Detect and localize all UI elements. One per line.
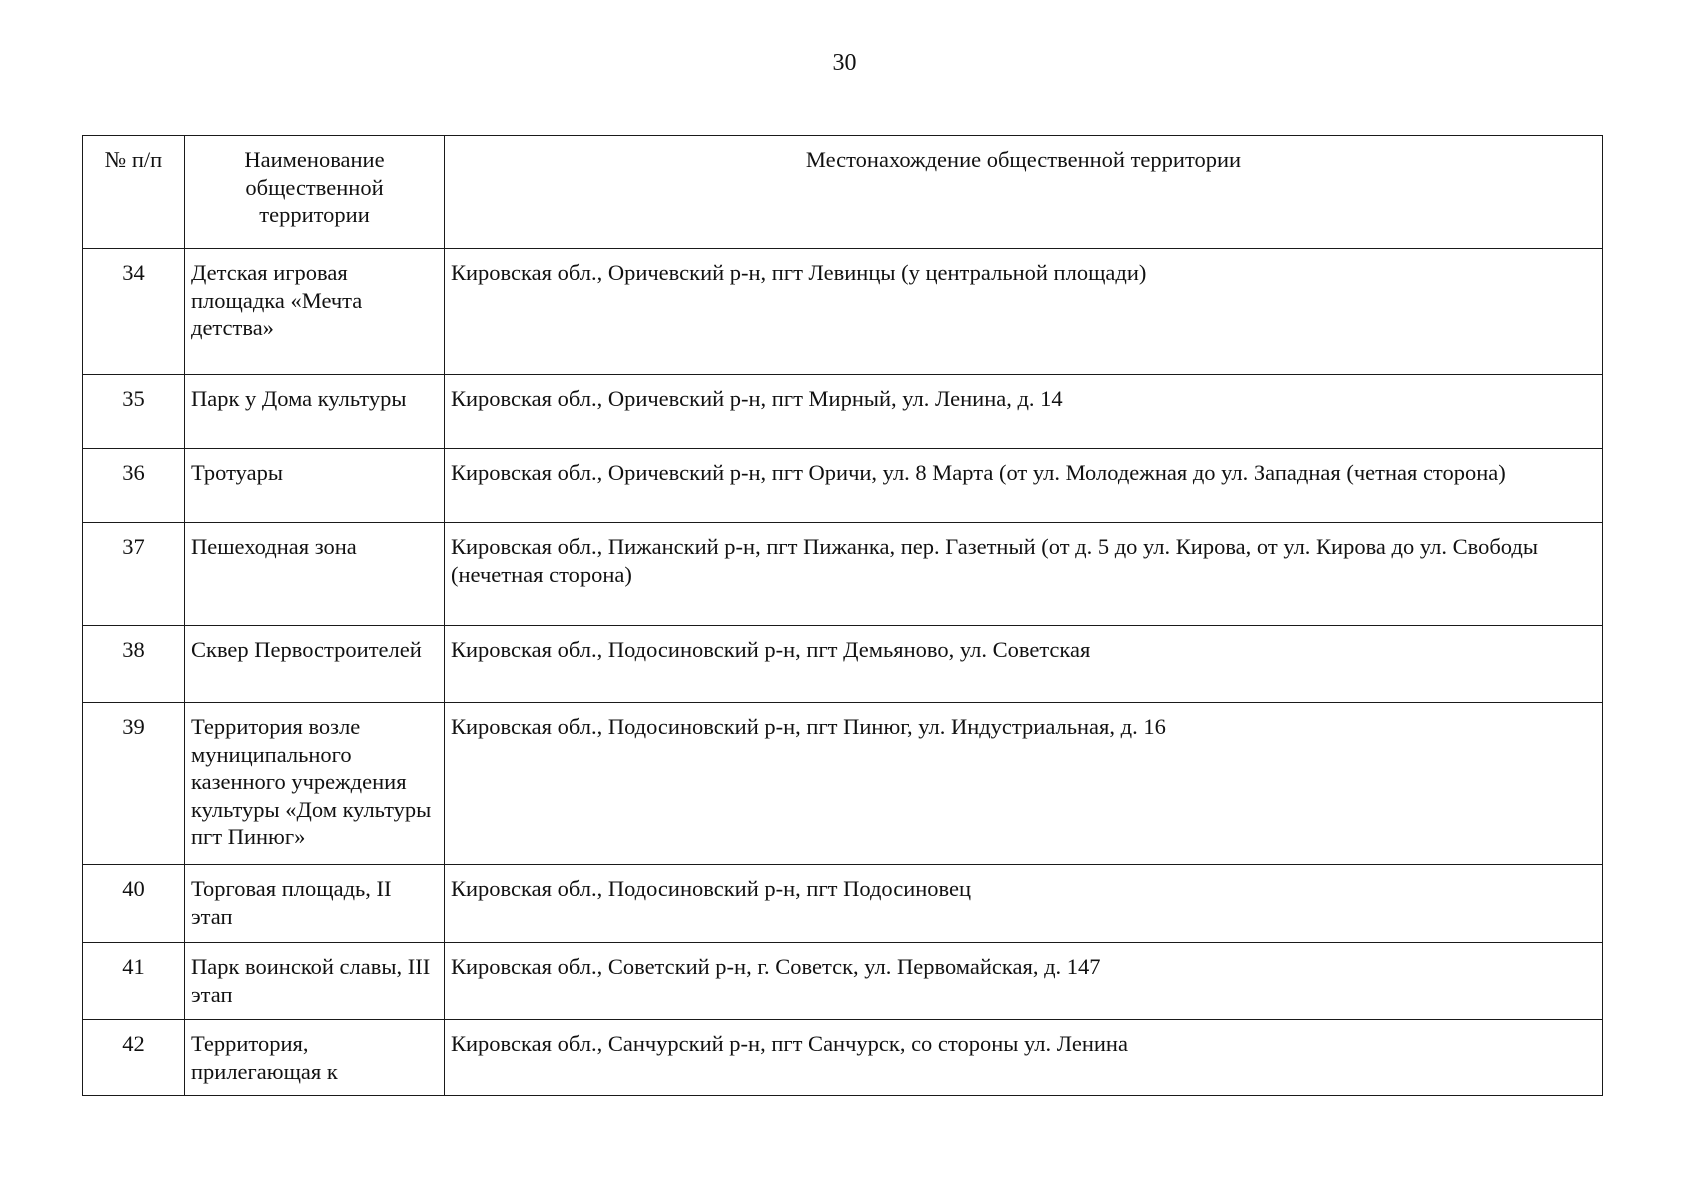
row-name: Пешеходная зона	[185, 523, 445, 626]
row-location: Кировская обл., Оричевский р-н, пгт Мирный, ул. Ленина, д. 14	[445, 375, 1603, 449]
table-row	[83, 865, 1603, 943]
row-name: Сквер Первостроителей	[185, 626, 445, 703]
row-name: Территория, прилегающая к	[185, 1020, 445, 1096]
header-location: Местонахождение общественной территории	[445, 136, 1603, 249]
row-num: 35	[83, 375, 185, 449]
row-name: Торговая площадь, II этап	[185, 865, 445, 943]
row-num: 39	[83, 703, 185, 865]
table-row	[83, 375, 1603, 449]
page-number: 30	[832, 50, 857, 76]
table-row	[83, 703, 1603, 865]
row-location: Кировская обл., Санчурский р-н, пгт Санчурск, со стороны ул. Ленина	[445, 1020, 1603, 1096]
table-row	[83, 523, 1603, 626]
row-num: 41	[83, 943, 185, 1020]
row-num: 42	[83, 1020, 185, 1096]
row-location: Кировская обл., Подосиновский р-н, пгт Пинюг, ул. Индустриальная, д. 16	[445, 703, 1603, 865]
table-row	[83, 626, 1603, 703]
row-num: 37	[83, 523, 185, 626]
table-row	[83, 249, 1603, 375]
row-location: Кировская обл., Советский р-н, г. Советск, ул. Первомайская, д. 147	[445, 943, 1603, 1020]
table-row	[83, 449, 1603, 523]
row-location: Кировская обл., Оричевский р-н, пгт Левинцы (у центральной площади)	[445, 249, 1603, 375]
row-num: 40	[83, 865, 185, 943]
row-name: Парк воинской славы, III этап	[185, 943, 445, 1020]
row-num: 36	[83, 449, 185, 523]
territories-table	[82, 135, 1603, 1096]
row-num: 38	[83, 626, 185, 703]
row-name: Детская игровая площадка «Мечта детства»	[185, 249, 445, 375]
row-location: Кировская обл., Подосиновский р-н, пгт Демьяново, ул. Советская	[445, 626, 1603, 703]
row-name: Территория возле муниципального казенного учреждения культуры «Дом культуры пгт Пинюг»	[185, 703, 445, 865]
row-name: Тротуары	[185, 449, 445, 523]
table-row	[83, 943, 1603, 1020]
row-location: Кировская обл., Пижанский р-н, пгт Пижанка, пер. Газетный (от д. 5 до ул. Кирова, от ул. Кирова до ул. Свободы (нечетная сторона)	[445, 523, 1603, 626]
header-name: Наименование общественной территории	[185, 136, 445, 249]
row-name: Парк у Дома культуры	[185, 375, 445, 449]
table-row	[83, 1020, 1603, 1096]
table-header-row	[83, 136, 1603, 249]
row-location: Кировская обл., Подосиновский р-н, пгт Подосиновец	[445, 865, 1603, 943]
header-num: № п/п	[83, 136, 185, 249]
row-location: Кировская обл., Оричевский р-н, пгт Оричи, ул. 8 Марта (от ул. Молодежная до ул. Западная (четная сторона)	[445, 449, 1603, 523]
row-num: 34	[83, 249, 185, 375]
